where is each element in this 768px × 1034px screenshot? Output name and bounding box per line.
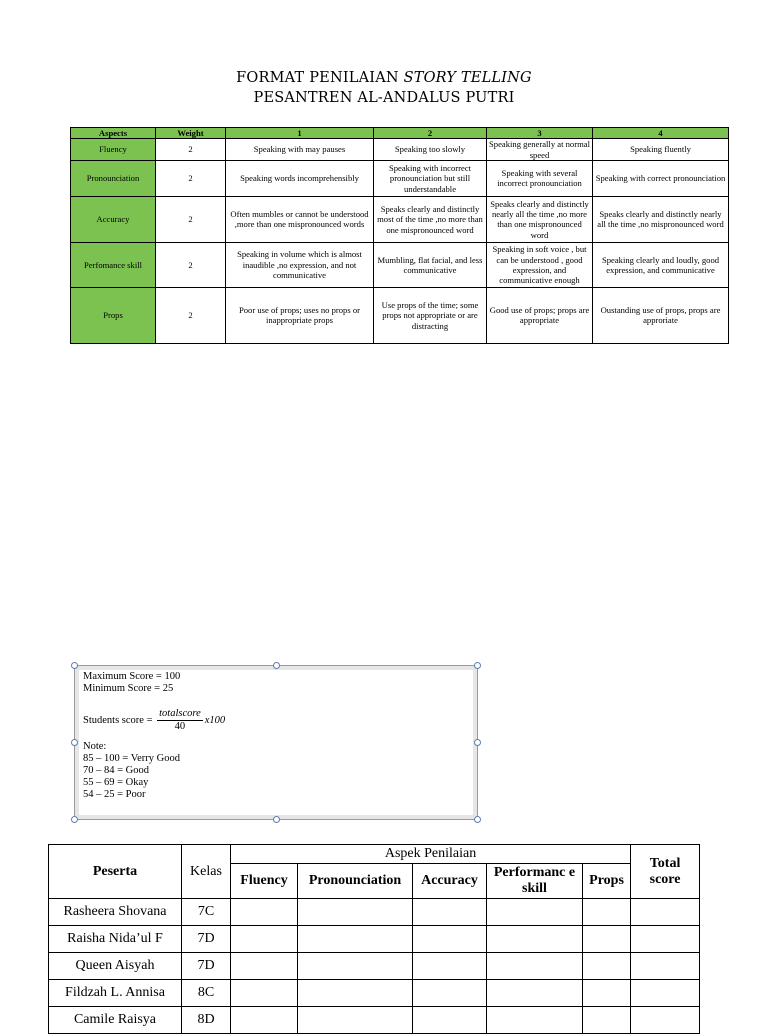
rubric-aspect: Fluency: [71, 139, 156, 161]
student-kelas: 7C: [182, 899, 231, 926]
rubric-cell: Speaking in volume which is almost inaudible ,no expression, and not communicative: [226, 242, 374, 287]
rubric-weight: 2: [156, 242, 226, 287]
header-total-score: Total score: [631, 845, 700, 899]
score-range: 54 – 25 = Poor: [83, 789, 146, 800]
rubric-cell: Speaking generally at normal speed: [487, 139, 593, 161]
max-score: Maximum Score = 100: [83, 671, 181, 682]
min-score: Minimum Score = 25: [83, 683, 174, 694]
rubric-cell: Speaking with correct pronounciation: [593, 160, 729, 196]
rubric-weight: 2: [156, 139, 226, 161]
rubric-row-fluency: [71, 139, 729, 161]
rubric-cell: Speaking words incomprehensibly: [226, 160, 374, 196]
title-prefix: FORMAT PENILAIAN: [236, 70, 404, 86]
score-cell[interactable]: [487, 953, 583, 980]
score-cell[interactable]: [583, 953, 631, 980]
header-fluency: Fluency: [231, 864, 298, 899]
header-props: Props: [583, 864, 631, 899]
rubric-cell: Speaking too slowly: [374, 139, 487, 161]
formula-numerator: totalscore: [159, 708, 201, 719]
score-info-content: [83, 671, 225, 801]
rubric-weight: 2: [156, 287, 226, 343]
student-kelas: 8C: [182, 980, 231, 1007]
score-cell[interactable]: [231, 980, 298, 1007]
score-cell[interactable]: [487, 1007, 583, 1034]
score-info-box[interactable]: [74, 665, 478, 820]
score-cell[interactable]: [413, 899, 487, 926]
resize-handle-top-right[interactable]: [474, 662, 481, 669]
score-range: 70 – 84 = Good: [83, 765, 150, 776]
document-title: [0, 70, 768, 86]
score-cell[interactable]: [487, 926, 583, 953]
score-cell[interactable]: [298, 953, 413, 980]
rubric-row-props: [71, 287, 729, 343]
total-cell[interactable]: [631, 1007, 700, 1034]
resize-handle-right[interactable]: [474, 739, 481, 746]
rubric-aspect: Perfomance skill: [71, 242, 156, 287]
score-cell[interactable]: [413, 953, 487, 980]
rubric-weight: 2: [156, 160, 226, 196]
rubric-row-pronounciation: [71, 160, 729, 196]
rubric-cell: Mumbling, flat facial, and less communicative: [374, 242, 487, 287]
formula-multiplier: x100: [204, 714, 226, 726]
rubric-cell: Speaks clearly and distinctly nearly all the time ,no mispronounced word: [593, 196, 729, 242]
score-cell[interactable]: [413, 926, 487, 953]
rubric-cell: Speaks clearly and distinctly nearly all the time ,no more than one mispronounced word: [487, 196, 593, 242]
rubric-aspect: Pronounciation: [71, 160, 156, 196]
header-pronounciation: Pronounciation: [298, 864, 413, 899]
score-cell[interactable]: [583, 926, 631, 953]
rubric-cell: Speaking with incorrect pronounciation but still understandable: [374, 160, 487, 196]
student-row: [49, 980, 700, 1007]
student-row: [49, 1007, 700, 1034]
resize-handle-left[interactable]: [71, 739, 78, 746]
rubric-table: [70, 127, 729, 344]
student-score-table: [48, 844, 700, 1034]
rubric-header-weight: Weight: [156, 128, 226, 139]
header-kelas: Kelas: [182, 845, 231, 899]
score-cell[interactable]: [298, 980, 413, 1007]
total-cell[interactable]: [631, 899, 700, 926]
rubric-header-aspects: Aspects: [71, 128, 156, 139]
resize-handle-bottom[interactable]: [273, 816, 280, 823]
rubric-cell: Speaking fluently: [593, 139, 729, 161]
rubric-header-level-2: 2: [374, 128, 487, 139]
header-performance-skill: Performanc e skill: [487, 864, 583, 899]
student-kelas: 7D: [182, 926, 231, 953]
score-cell[interactable]: [487, 980, 583, 1007]
header-accuracy: Accuracy: [413, 864, 487, 899]
student-kelas: 7D: [182, 953, 231, 980]
total-cell[interactable]: [631, 926, 700, 953]
formula-fraction: [157, 708, 203, 733]
student-header-row-1: [49, 845, 700, 864]
resize-handle-top[interactable]: [273, 662, 280, 669]
total-cell[interactable]: [631, 953, 700, 980]
score-cell[interactable]: [231, 899, 298, 926]
rubric-weight: 2: [156, 196, 226, 242]
student-row: [49, 953, 700, 980]
formula-denominator: 40: [174, 721, 186, 732]
score-cell[interactable]: [298, 1007, 413, 1034]
rubric-cell: Speaking with may pauses: [226, 139, 374, 161]
formula-prefix: Students score =: [83, 714, 156, 726]
student-row: [49, 926, 700, 953]
score-cell[interactable]: [413, 1007, 487, 1034]
resize-handle-bottom-right[interactable]: [474, 816, 481, 823]
resize-handle-top-left[interactable]: [71, 662, 78, 669]
score-formula: [83, 708, 225, 733]
rubric-aspect: Props: [71, 287, 156, 343]
header-peserta: Peserta: [49, 845, 182, 899]
rubric-row-accuracy: [71, 196, 729, 242]
resize-handle-bottom-left[interactable]: [71, 816, 78, 823]
score-cell[interactable]: [583, 980, 631, 1007]
header-aspek-penilaian: Aspek Penilaian: [231, 845, 631, 864]
score-range: 85 – 100 = Verry Good: [83, 753, 181, 764]
rubric-header-level-1: 1: [226, 128, 374, 139]
rubric-cell: Speaking with several incorrect pronounciation: [487, 160, 593, 196]
rubric-header-level-4: 4: [593, 128, 729, 139]
student-name: Raisha Nida’ul F: [49, 926, 182, 953]
rubric-row-performance-skill: [71, 242, 729, 287]
student-name: Fildzah L. Annisa: [49, 980, 182, 1007]
rubric-cell: Often mumbles or cannot be understood ,more than one mispronounced words: [226, 196, 374, 242]
score-cell[interactable]: [231, 1007, 298, 1034]
student-name: Queen Aisyah: [49, 953, 182, 980]
student-name: Camile Raisya: [49, 1007, 182, 1034]
document-subtitle: PESANTREN AL-ANDALUS PUTRI: [253, 90, 515, 106]
score-range: 55 – 69 = Okay: [83, 777, 149, 788]
title-italic: STORY TELLING: [403, 70, 532, 86]
score-cell[interactable]: [231, 953, 298, 980]
rubric-cell: Speaking clearly and loudly, good expression, and communicative: [593, 242, 729, 287]
rubric-cell: Oustanding use of props, props are approriate: [593, 287, 729, 343]
rubric-header-level-3: 3: [487, 128, 593, 139]
rubric-cell: Poor use of props; uses no props or inappropriate props: [226, 287, 374, 343]
student-row: [49, 899, 700, 926]
student-kelas: 8D: [182, 1007, 231, 1034]
score-cell[interactable]: [487, 899, 583, 926]
score-cell[interactable]: [298, 899, 413, 926]
rubric-cell: Speaks clearly and distinctly most of the time ,no more than one mispronounced word: [374, 196, 487, 242]
score-cell[interactable]: [583, 1007, 631, 1034]
rubric-aspect: Accuracy: [71, 196, 156, 242]
rubric-cell: Speaking in soft voice , but can be understood , good expression, and communicative enough: [487, 242, 593, 287]
score-cell[interactable]: [583, 899, 631, 926]
total-cell[interactable]: [631, 980, 700, 1007]
rubric-cell: Use props of the time; some props not appropriate or are distracting: [374, 287, 487, 343]
rubric-cell: Good use of props; props are appropriate: [487, 287, 593, 343]
student-name: Rasheera Shovana: [49, 899, 182, 926]
rubric-header-row: [71, 128, 729, 139]
score-cell[interactable]: [231, 926, 298, 953]
score-cell[interactable]: [298, 926, 413, 953]
note-label: Note:: [83, 741, 107, 752]
score-cell[interactable]: [413, 980, 487, 1007]
